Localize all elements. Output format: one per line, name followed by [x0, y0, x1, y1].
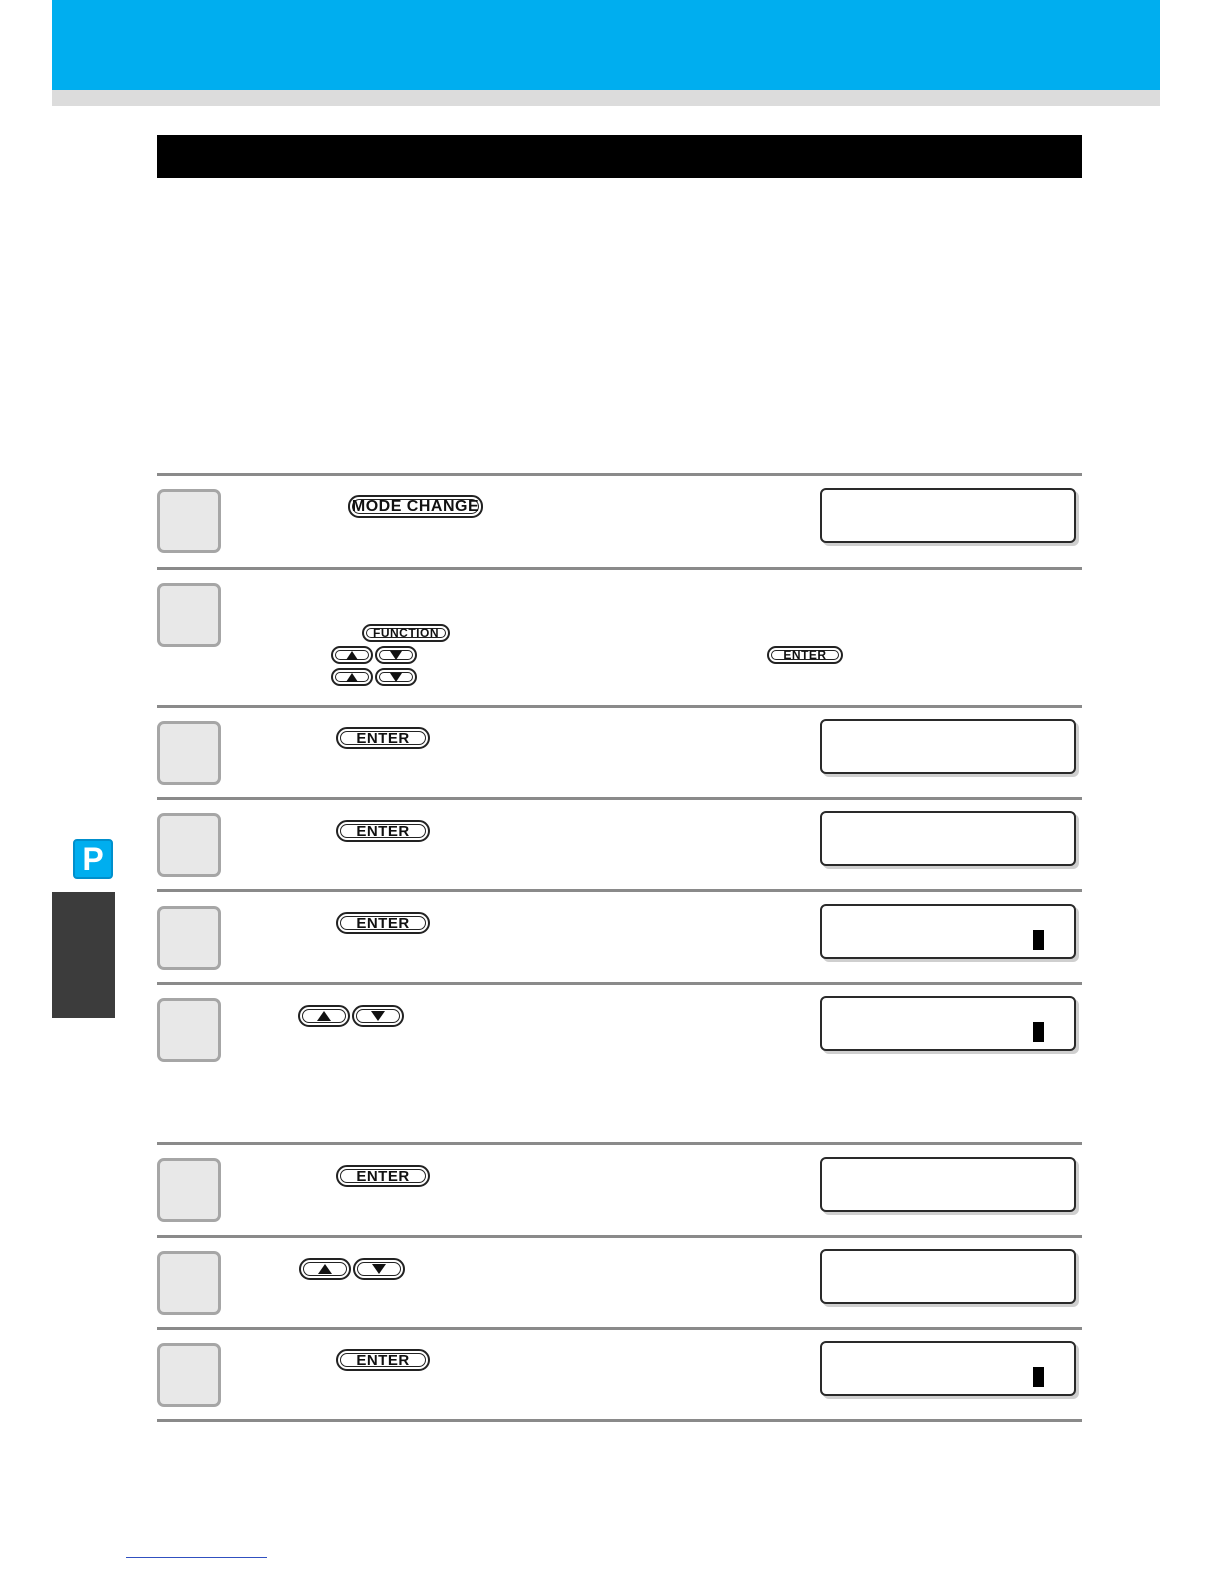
step-2-number-box — [157, 583, 221, 647]
step-9-number-box — [157, 1343, 221, 1407]
chapter-p-icon — [73, 839, 113, 879]
chapter-tab — [52, 892, 115, 1018]
step-6-lcd-display — [820, 996, 1076, 1051]
step-2-divider — [157, 567, 1082, 570]
procedure-end-divider — [157, 1419, 1082, 1422]
enter-key — [767, 646, 843, 664]
mode-change-key-label: MODE CHANGE — [351, 497, 480, 515]
step-9-lcd-display — [820, 1341, 1076, 1396]
enter-key — [336, 1349, 430, 1371]
step-1-divider — [157, 473, 1082, 476]
step-8-divider — [157, 1235, 1082, 1238]
enter-key-label: ENTER — [356, 1351, 410, 1369]
step-3-lcd-display — [820, 719, 1076, 774]
down-arrow-key-icon — [352, 1005, 404, 1027]
lcd-cursor — [1033, 930, 1044, 950]
enter-key — [336, 727, 430, 749]
step-8-number-box — [157, 1251, 221, 1315]
section-title-bar — [157, 135, 1082, 178]
enter-key-label: ENTER — [356, 1167, 410, 1185]
up-arrow-key-icon — [298, 1005, 350, 1027]
enter-key-label: ENTER — [356, 822, 410, 840]
down-arrow-key-icon — [375, 668, 417, 686]
step-7-divider — [157, 1142, 1082, 1145]
enter-key — [336, 820, 430, 842]
up-arrow-key-icon — [331, 646, 373, 664]
step-6-divider — [157, 982, 1082, 985]
enter-key — [336, 912, 430, 934]
step-3-number-box — [157, 721, 221, 785]
step-5-number-box — [157, 906, 221, 970]
down-arrow-key-icon — [353, 1258, 405, 1280]
enter-key-label: ENTER — [356, 729, 410, 747]
step-4-divider — [157, 797, 1082, 800]
header-band — [52, 0, 1160, 90]
step-4-number-box — [157, 813, 221, 877]
step-1-lcd-display — [820, 488, 1076, 543]
up-arrow-key-icon — [331, 668, 373, 686]
header-shadow — [52, 90, 1160, 106]
step-9-divider — [157, 1327, 1082, 1330]
up-arrow-key-icon — [299, 1258, 351, 1280]
step-5-divider — [157, 889, 1082, 892]
lcd-cursor — [1033, 1367, 1044, 1387]
function-key-label: FUNCTION — [373, 626, 439, 640]
step-8-lcd-display — [820, 1249, 1076, 1304]
step-3-divider — [157, 705, 1082, 708]
lcd-cursor — [1033, 1022, 1044, 1042]
step-4-lcd-display — [820, 811, 1076, 866]
footer-link-underline — [126, 1557, 267, 1558]
down-arrow-key-icon — [375, 646, 417, 664]
enter-key-label: ENTER — [783, 648, 827, 662]
step-5-lcd-display — [820, 904, 1076, 959]
function-key — [362, 624, 450, 642]
step-6-number-box — [157, 998, 221, 1062]
step-7-lcd-display — [820, 1157, 1076, 1212]
enter-key — [336, 1165, 430, 1187]
chapter-letter: P — [82, 841, 104, 877]
enter-key-label: ENTER — [356, 914, 410, 932]
mode-change-key — [348, 495, 483, 518]
step-7-number-box — [157, 1158, 221, 1222]
step-1-number-box — [157, 489, 221, 553]
